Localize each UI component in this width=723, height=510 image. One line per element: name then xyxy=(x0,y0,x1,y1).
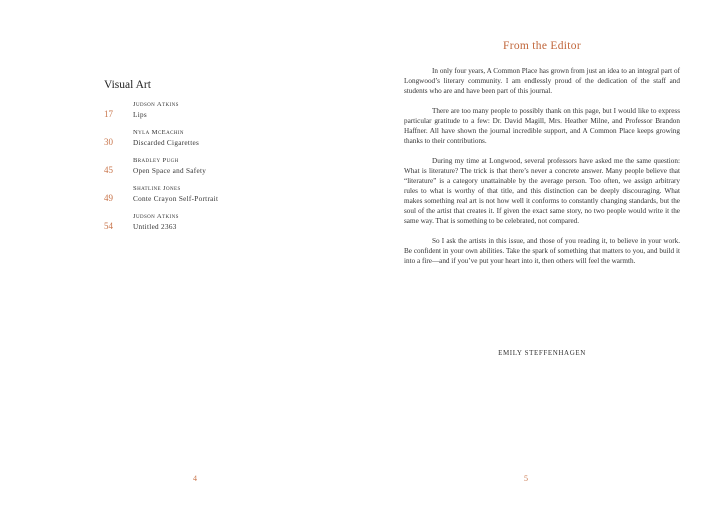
page-number: 49 xyxy=(104,193,113,203)
editor-letter-title: From the Editor xyxy=(503,40,581,52)
artist-name: Judson Atkins xyxy=(133,213,179,220)
page-folio: 5 xyxy=(524,474,528,483)
artist-name: Shatline Jones xyxy=(133,185,181,192)
artwork-title: Discarded Cigarettes xyxy=(133,139,200,147)
editor-signature: EMILY STEFFENHAGEN xyxy=(498,349,586,357)
paragraph: In only four years, A Common Place has grown from just an idea to an integral part of Longwood’s literary community. I am endlessly proud of the dedication of the staff and students who are and have been part of this journal. xyxy=(404,67,680,95)
toc-entry xyxy=(104,128,304,148)
artist-name: Nyla McEachin xyxy=(133,129,184,136)
artist-name: Judson Atkins xyxy=(133,101,179,108)
artwork-title: Conte Crayon Self-Portrait xyxy=(133,195,219,203)
right-page xyxy=(361,0,723,510)
artwork-title: Untitled 2363 xyxy=(133,223,177,231)
page-folio: 4 xyxy=(193,474,197,483)
editor-letter-body xyxy=(404,66,680,276)
page-number: 17 xyxy=(104,109,113,119)
toc-entry xyxy=(104,156,304,176)
paragraph: During my time at Longwood, several professors have asked me the same question: What is literature? The trick is that there’s never a concrete answer. Many people believe that “literature” is a category unattainable by the average person. Too often, we assign arbitrary rules to what is worthy of that title, and this distinction can be deeply discouraging. What makes something real art is not how well it conforms to constantly changing standards, but the soul of the artist that creates it. If given the exact same story, no two people would write it the same way. That is something to be celebrated, not compared. xyxy=(404,157,680,225)
artist-name: Bradley Pugh xyxy=(133,157,179,164)
artwork-title: Lips xyxy=(133,111,147,119)
toc-entry xyxy=(104,212,304,232)
left-page xyxy=(0,0,361,510)
section-title: Visual Art xyxy=(104,79,151,91)
paragraph: So I ask the artists in this issue, and those of you reading it, to believe in your work. Be confident in your own abilities. Take the spark of something that matters to you, and build it into a fire—and if you’ve put your heart into it, then others will feel the warmth. xyxy=(404,237,680,265)
page-number: 45 xyxy=(104,165,113,175)
paragraph: There are too many people to possibly thank on this page, but I would like to express particular gratitude to a few: Dr. David Magill, Mrs. Heather Milne, and Professor Brandon Haffner. All have shown the journal incredible support, and A Common Place keeps growing thanks to their contributions. xyxy=(404,107,680,145)
artwork-title: Open Space and Safety xyxy=(133,167,207,175)
toc-entry xyxy=(104,100,304,120)
toc-entry xyxy=(104,184,304,204)
page-number: 30 xyxy=(104,137,113,147)
page-number: 54 xyxy=(104,221,113,231)
